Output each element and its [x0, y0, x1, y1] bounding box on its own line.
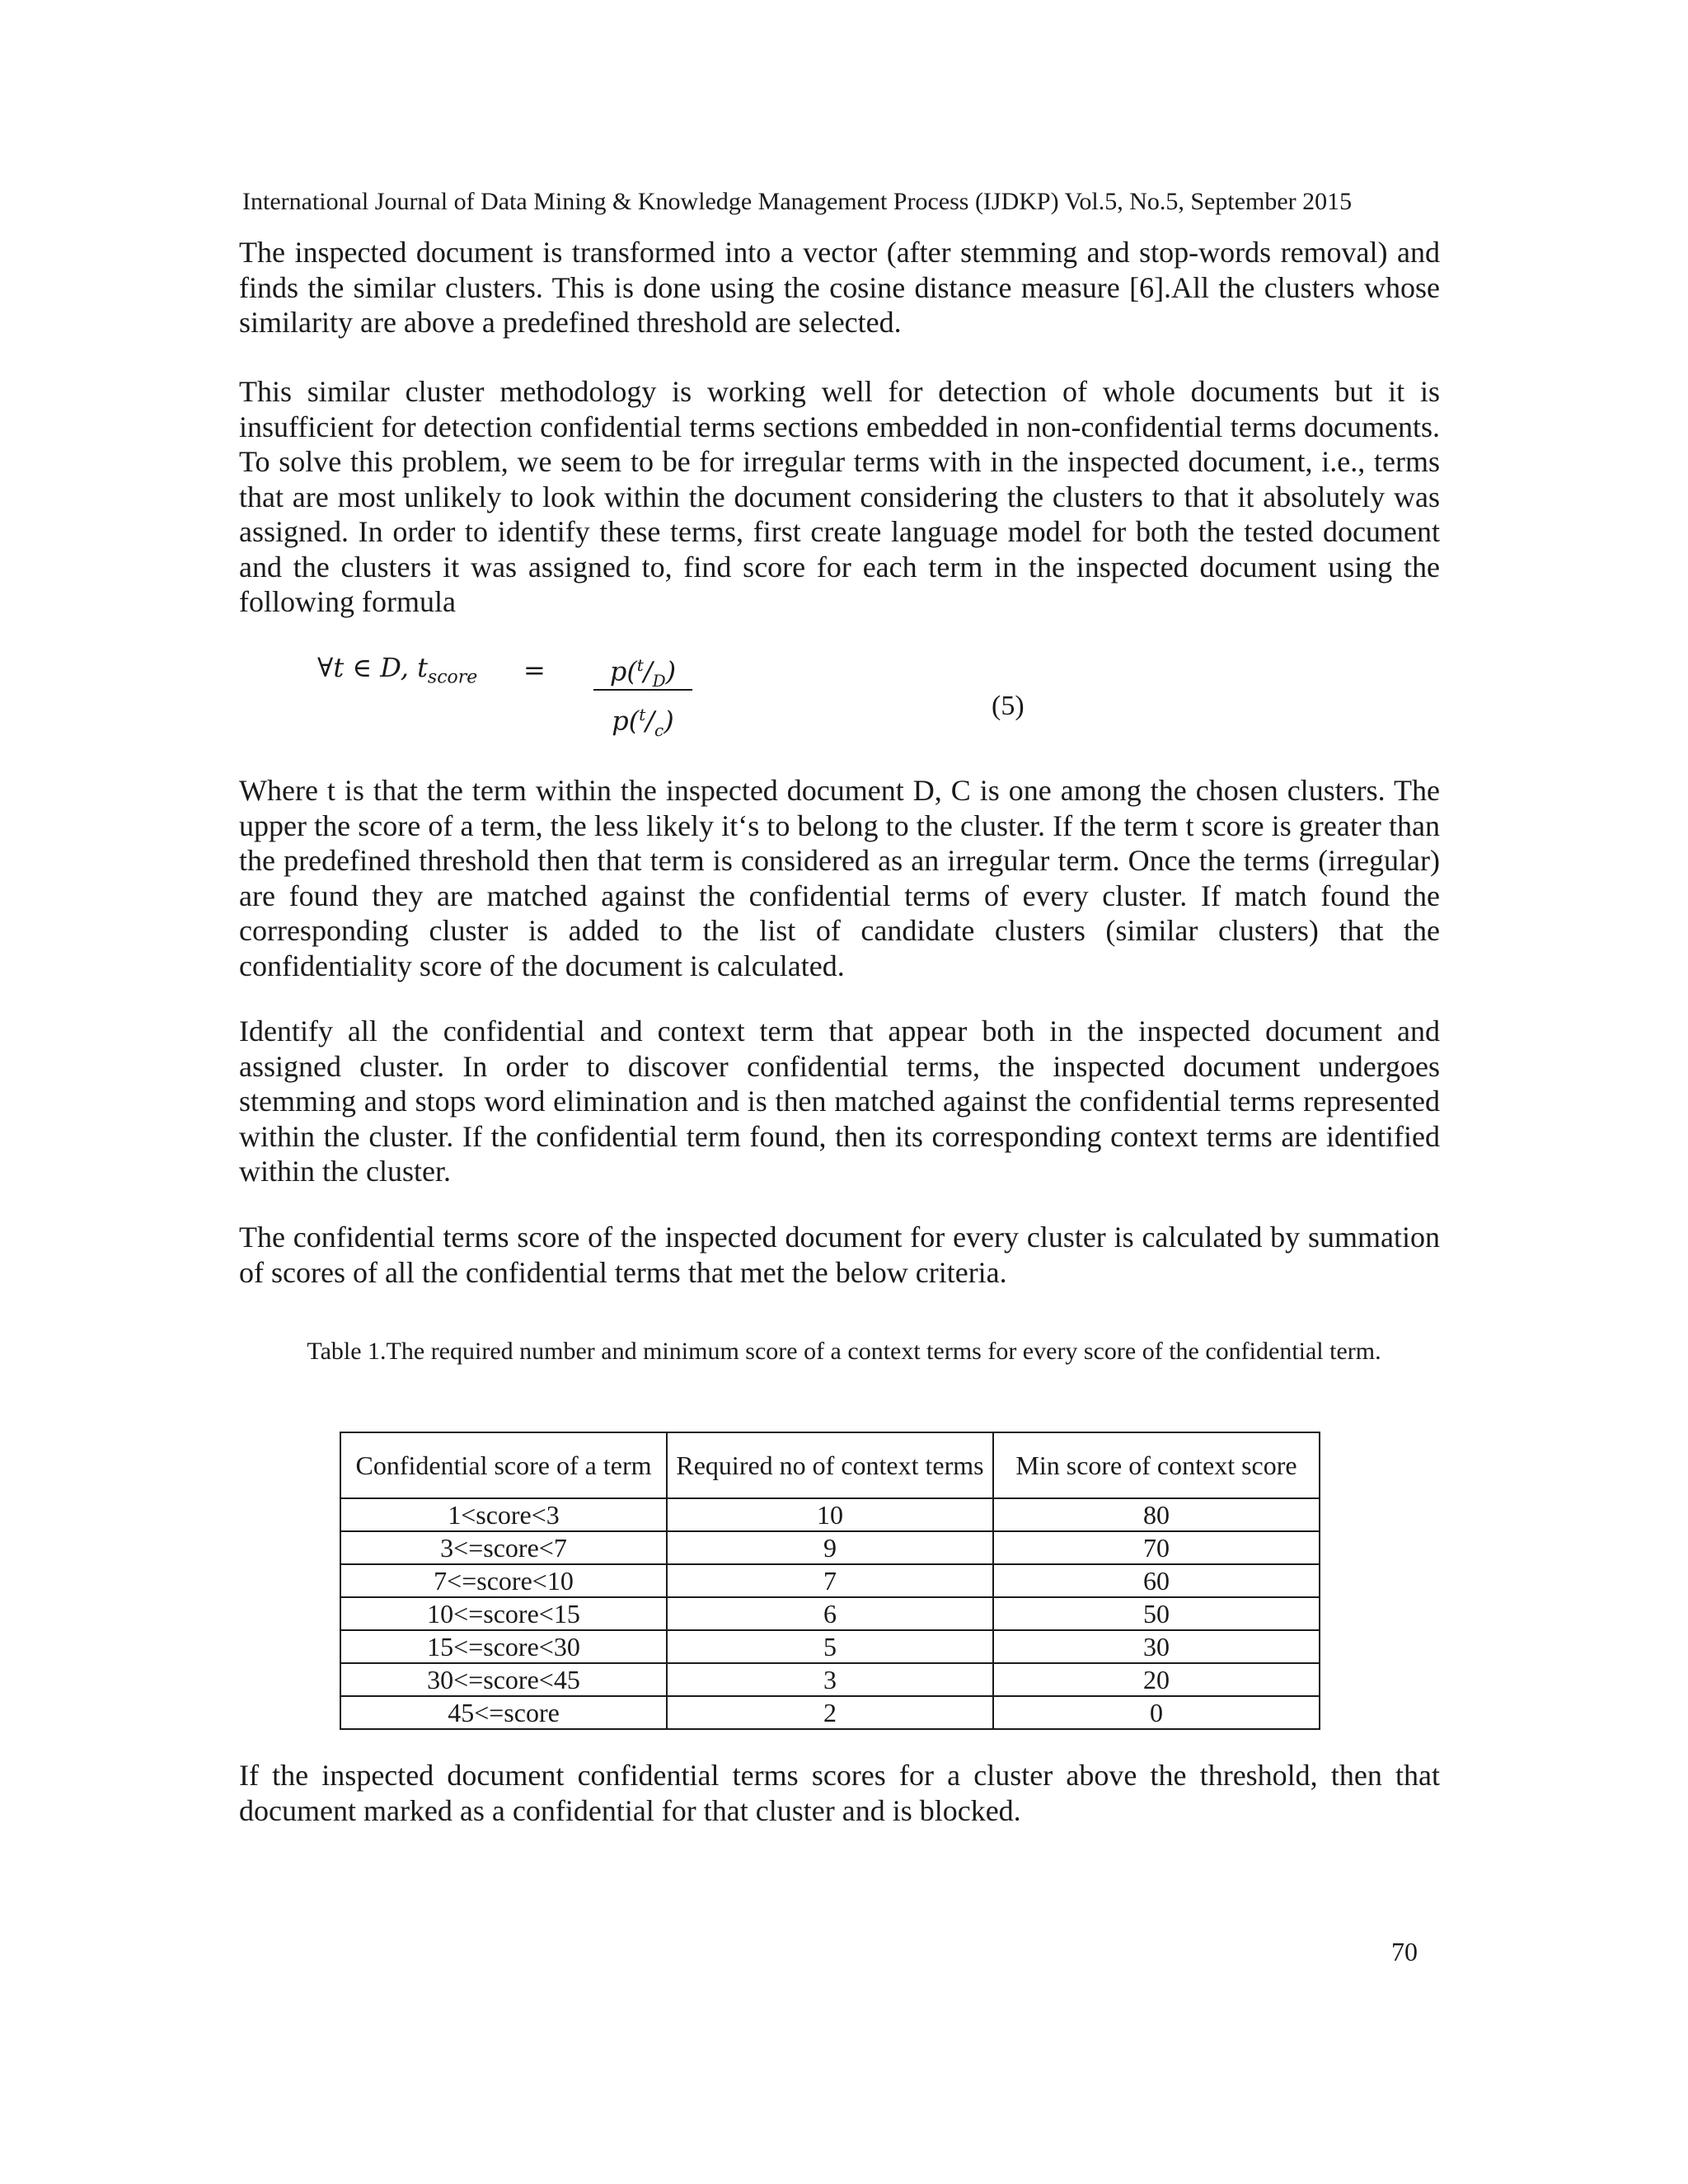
table-cell: 15<=score<30 [340, 1630, 667, 1663]
paragraph-1: The inspected document is transformed into a vector (after stemming and stop-words removal) and finds the similar clusters. This is done using the cosine distance measure [6].All the clusters whose similarity are above a predefined threshold are selected. [239, 236, 1440, 339]
table-cell: 7 [667, 1564, 993, 1597]
header-min-context-score: Min score of context score [993, 1432, 1320, 1498]
equals-sign: = [523, 654, 546, 686]
paragraph-4: Identify all the confidential and context term that appear both in the inspected document and assigned cluster. In order to discover confidential terms, the inspected document undergoes stemming and stops word elimination and is then matched against the confidential terms represented within the cluster. If the confidential term found, then its corresponding context terms are identified within the cluster. [239, 1015, 1440, 1188]
table-cell: 10<=score<15 [340, 1597, 667, 1630]
equation-number: (5) [992, 691, 1025, 721]
paragraph-3: Where t is that the term within the inspected document D, C is one among the chosen clusters. The upper the score of a term, the less likely it‘s to belong to the cluster. If the term t score is greater than the predefined threshold then that term is considered as an irregular term. Once the terms (irregular) are found they are matched against the confidential terms of every cluster. If match found the corresponding cluster is added to the list of candidate clusters (similar clusters) that the confidentiality score of the document is calculated. [239, 774, 1440, 982]
table-cell: 30 [993, 1630, 1320, 1663]
score-subscript: score [427, 667, 478, 688]
table-cell: 1<score<3 [340, 1498, 667, 1531]
table-row [340, 1498, 1320, 1531]
paragraph-5: The confidential terms score of the inspected document for every cluster is calculated by summation of scores of all the confidential terms that met the below criteria. [239, 1221, 1440, 1289]
fraction-bar [593, 689, 692, 691]
document-symbol: D [380, 652, 401, 683]
table-cell: 0 [993, 1696, 1320, 1729]
table-cell: 80 [993, 1498, 1320, 1531]
table-cell: 6 [667, 1597, 993, 1630]
table-caption: Table 1.The required number and minimum score of a context terms for every score of the confidential term. [307, 1338, 1381, 1365]
table-row [340, 1630, 1320, 1663]
score-base: t [417, 652, 428, 683]
den-t: t [639, 705, 646, 724]
table-cell: 3<=score<7 [340, 1531, 667, 1564]
table-row [340, 1696, 1320, 1729]
num-t: t [636, 655, 644, 675]
numerator: $p(^t/_D)$ [609, 655, 677, 691]
den-p: p [612, 705, 629, 737]
num-sub: D [652, 671, 666, 691]
table-cell: 45<=score [340, 1696, 667, 1729]
table-cell: 7<=score<10 [340, 1564, 667, 1597]
forall-symbol: ∀ [317, 652, 334, 683]
num-p: p [609, 655, 627, 687]
num-slash: / [643, 655, 653, 687]
table-row [340, 1564, 1320, 1597]
header-required-context-terms: Required no of context terms [667, 1432, 993, 1498]
table-cell: 2 [667, 1696, 993, 1729]
den-sub: c [654, 720, 664, 741]
table-cell: 3 [667, 1663, 993, 1696]
table-row [340, 1531, 1320, 1564]
element-of-symbol: ∈ [344, 652, 381, 683]
table-cell: 9 [667, 1531, 993, 1564]
context-terms-table [340, 1432, 1320, 1730]
equation-5 [317, 651, 1059, 750]
table-cell: 70 [993, 1531, 1320, 1564]
table-cell: 50 [993, 1597, 1320, 1630]
fraction [593, 644, 692, 741]
table-row [340, 1597, 1320, 1630]
comma: , [400, 652, 418, 683]
term-symbol: t [333, 652, 345, 683]
journal-header: International Journal of Data Mining & Knowledge Management Process (IJDKP) Vol.5, No.5, September 2015 [242, 188, 1353, 215]
paragraph-2: This similar cluster methodology is working well for detection of whole documents but it is insufficient for detection confidential terms sections embedded in non-confidential terms documents. To solve this problem, we seem to be for irregular terms with in the inspected document, i.e., terms that are most unlikely to look within the document considering the clusters to that it absolutely was assigned. In order to identify these terms, first create language model for both the tested document and the clusters it was assigned to, find score for each term in the inspected document using the following formula [239, 375, 1440, 618]
table-row [340, 1663, 1320, 1696]
denominator: $p(^t/_c)$ [612, 705, 674, 741]
table-cell: 60 [993, 1564, 1320, 1597]
equation-lhs [317, 651, 477, 694]
table-cell: 10 [667, 1498, 993, 1531]
den-slash: / [645, 705, 655, 737]
header-confidential-score: Confidential score of a term [340, 1432, 667, 1498]
paragraph-6: If the inspected document confidential terms scores for a cluster above the threshold, then that document marked as a confidential for that cluster and is blocked. [239, 1759, 1440, 1827]
table-cell: 20 [993, 1663, 1320, 1696]
table-cell: 5 [667, 1630, 993, 1663]
page-number: 70 [1391, 1937, 1418, 1966]
table-header-row [340, 1432, 1320, 1498]
table-cell: 30<=score<45 [340, 1663, 667, 1696]
